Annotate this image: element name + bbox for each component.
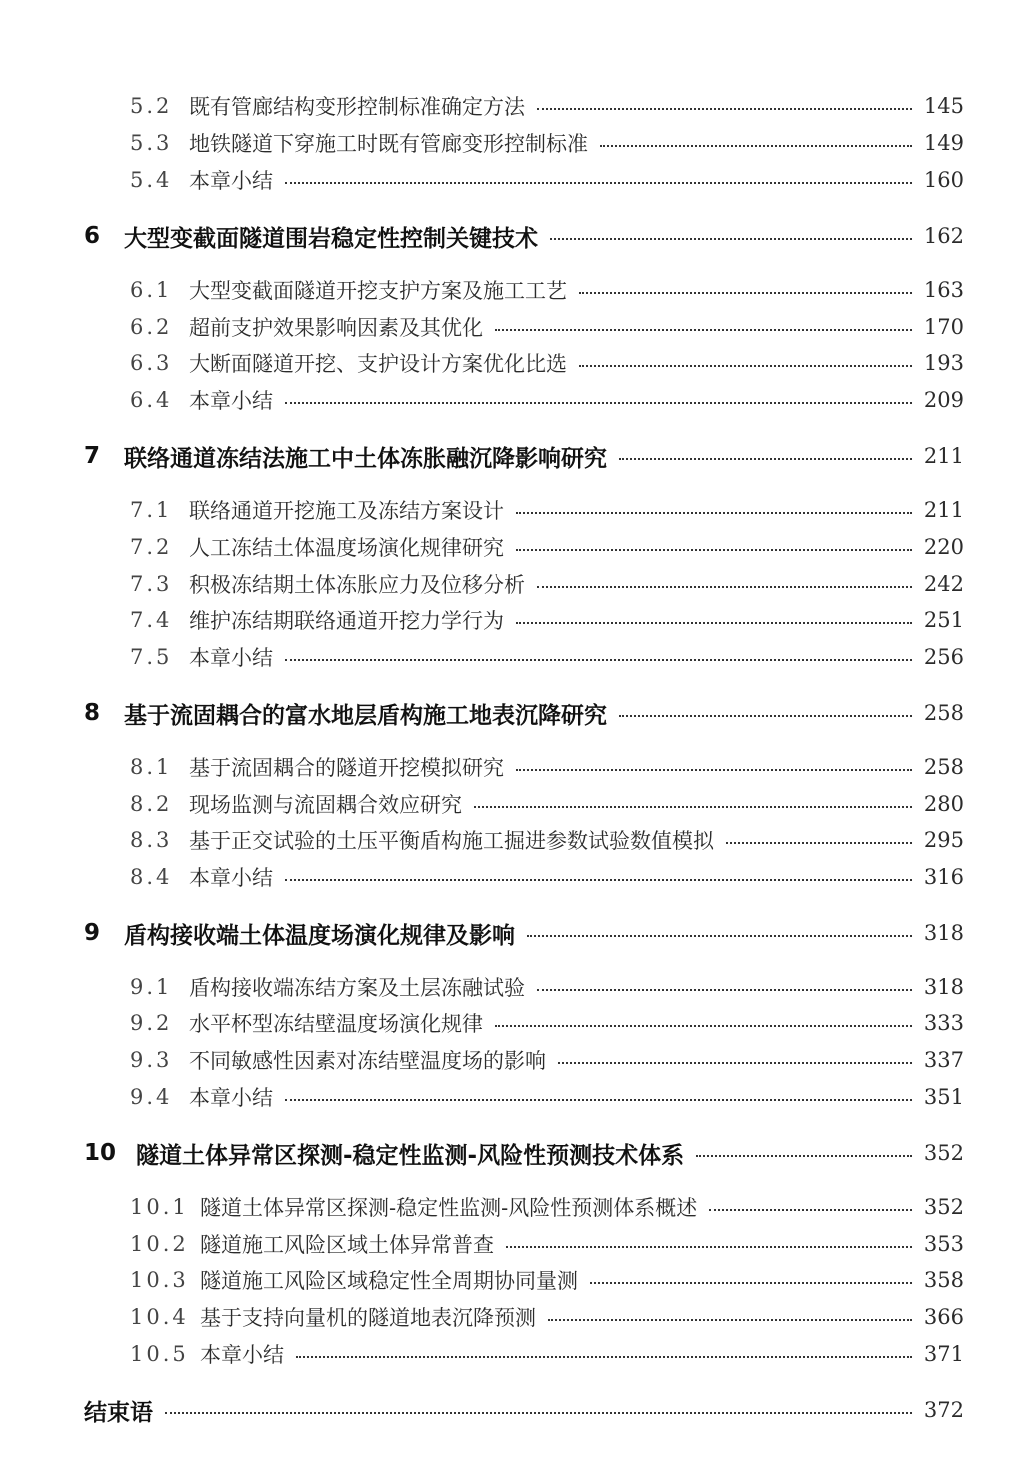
dot-leader: [527, 935, 912, 937]
toc-page-number: 318: [923, 921, 964, 945]
toc-page-number: 353: [923, 1232, 964, 1256]
toc-title: 联络通道冻结法施工中土体冻胀融沉降影响研究: [124, 445, 607, 472]
toc-title: 水平杯型冻结壁温度场演化规律: [189, 1012, 483, 1036]
toc-section-entry[interactable]: [0, 859, 1036, 895]
toc-page-number: 211: [923, 444, 964, 468]
toc-number: 5.4: [130, 168, 173, 192]
toc-title: 既有管廊结构变形控制标准确定方法: [189, 95, 525, 119]
toc-page-number: 256: [923, 645, 964, 669]
toc-section-entry[interactable]: [0, 1079, 1036, 1115]
toc-title: 联络通道开挖施工及冻结方案设计: [189, 499, 504, 523]
toc-section-entry[interactable]: [0, 969, 1036, 1005]
dot-leader: [558, 1062, 912, 1064]
toc-title: 隧道土体异常区探测-稳定性监测-风险性预测技术体系: [136, 1142, 685, 1169]
toc-chapter-entry[interactable]: [0, 1392, 1036, 1428]
dot-leader: [619, 458, 912, 460]
toc-page-number: 351: [923, 1085, 964, 1109]
toc-title: 隧道土体异常区探测-稳定性监测-风险性预测体系概述: [200, 1196, 698, 1220]
toc-title: 基于正交试验的土压平衡盾构施工掘进参数试验数值模拟: [189, 829, 714, 853]
toc-page-number: 149: [923, 131, 964, 155]
toc-title: 现场监测与流固耦合效应研究: [189, 793, 462, 817]
toc-page-number: 258: [923, 701, 964, 725]
toc-number: 7.4: [130, 608, 173, 632]
dot-leader: [474, 806, 912, 808]
toc-page-number: 371: [923, 1342, 964, 1366]
dot-leader: [709, 1209, 912, 1211]
toc-page-number: 242: [923, 572, 964, 596]
toc-section-entry[interactable]: [0, 1299, 1036, 1335]
toc-page-number: 170: [923, 315, 964, 339]
toc-page-number: 352: [923, 1195, 964, 1219]
toc-title: 超前支护效果影响因素及其优化: [189, 316, 483, 340]
toc-title: 基于流固耦合的隧道开挖模拟研究: [189, 756, 504, 780]
dot-leader: [537, 586, 912, 588]
toc-number: 8.2: [130, 792, 173, 816]
toc-title: 本章小结: [189, 389, 273, 413]
toc-title: 维护冻结期联络通道开挖力学行为: [189, 609, 504, 633]
toc-number: 10.5: [130, 1342, 189, 1366]
toc-page-number: 318: [923, 975, 964, 999]
toc-number: 9.2: [130, 1011, 173, 1035]
toc-chapter-entry[interactable]: [0, 1135, 1036, 1171]
toc-title: 不同敏感性因素对冻结壁温度场的影响: [189, 1049, 546, 1073]
dot-leader: [495, 329, 912, 331]
dot-leader: [548, 1319, 912, 1321]
toc-page-number: 145: [923, 94, 964, 118]
toc-number: 9.1: [130, 975, 173, 999]
toc-page-number: 333: [923, 1011, 964, 1035]
toc-title: 基于支持向量机的隧道地表沉降预测: [200, 1306, 536, 1330]
toc-section-entry[interactable]: [0, 822, 1036, 858]
dot-leader: [506, 1246, 912, 1248]
toc-page-number: 372: [923, 1398, 964, 1422]
toc-section-entry[interactable]: [0, 602, 1036, 638]
dot-leader: [619, 715, 912, 717]
toc-page-number: 160: [923, 168, 964, 192]
toc-title: 大型变截面隧道开挖支护方案及施工工艺: [189, 279, 567, 303]
toc-number: 6.1: [130, 278, 173, 302]
toc-number: 8.1: [130, 755, 173, 779]
toc-section-entry[interactable]: [0, 88, 1036, 124]
toc-number: 10: [84, 1140, 117, 1166]
toc-number: 10.4: [130, 1305, 189, 1329]
dot-leader: [285, 402, 912, 404]
toc-title: 结束语: [84, 1399, 153, 1426]
toc-section-entry[interactable]: [0, 345, 1036, 381]
dot-leader: [579, 365, 912, 367]
toc-number: 10.3: [130, 1268, 189, 1292]
toc-section-entry[interactable]: [0, 749, 1036, 785]
toc-title: 积极冻结期土体冻胀应力及位移分析: [189, 573, 525, 597]
toc-chapter-entry[interactable]: [0, 915, 1036, 951]
dot-leader: [495, 1025, 912, 1027]
dot-leader: [726, 842, 912, 844]
toc-number: 8: [84, 700, 101, 726]
toc-number: 9.3: [130, 1048, 173, 1072]
toc-number: 7.3: [130, 572, 173, 596]
dot-leader: [296, 1356, 912, 1358]
toc-title: 本章小结: [200, 1343, 284, 1367]
dot-leader: [537, 108, 912, 110]
dot-leader: [516, 769, 912, 771]
toc-section-entry[interactable]: [0, 639, 1036, 675]
toc-page-number: 162: [923, 224, 964, 248]
toc-number: 6: [84, 223, 101, 249]
toc-page-number: 358: [923, 1268, 964, 1292]
toc-section-entry[interactable]: [0, 1336, 1036, 1372]
toc-number: 6.3: [130, 351, 173, 375]
toc-section-entry[interactable]: [0, 786, 1036, 822]
toc-title: 隧道施工风险区域稳定性全周期协同量测: [200, 1269, 578, 1293]
toc-number: 8.3: [130, 828, 173, 852]
dot-leader: [516, 549, 912, 551]
toc-section-entry[interactable]: [0, 1189, 1036, 1225]
toc-title: 本章小结: [189, 169, 273, 193]
toc-chapter-entry[interactable]: [0, 218, 1036, 254]
toc-section-entry[interactable]: [0, 162, 1036, 198]
toc-title: 大断面隧道开挖、支护设计方案优化比选: [189, 352, 567, 376]
toc-number: 9.4: [130, 1085, 173, 1109]
toc-section-entry[interactable]: [0, 309, 1036, 345]
toc-section-entry[interactable]: [0, 382, 1036, 418]
dot-leader: [516, 512, 912, 514]
toc-page-number: 280: [923, 792, 964, 816]
toc-chapter-entry[interactable]: [0, 438, 1036, 474]
toc-number: 7.1: [130, 498, 173, 522]
toc-number: 7.2: [130, 535, 173, 559]
toc-page-number: 352: [923, 1141, 964, 1165]
toc-section-entry[interactable]: [0, 1042, 1036, 1078]
dot-leader: [600, 145, 912, 147]
toc-title: 本章小结: [189, 1086, 273, 1110]
dot-leader: [579, 292, 912, 294]
toc-title: 盾构接收端冻结方案及土层冻融试验: [189, 976, 525, 1000]
toc-number: 7: [84, 443, 101, 469]
toc-section-entry[interactable]: [0, 272, 1036, 308]
toc-page-number: 163: [923, 278, 964, 302]
toc-number: 5.3: [130, 131, 173, 155]
toc-section-entry[interactable]: [0, 1262, 1036, 1298]
toc-number: 6.4: [130, 388, 173, 412]
toc-title: 基于流固耦合的富水地层盾构施工地表沉降研究: [124, 702, 607, 729]
dot-leader: [590, 1282, 912, 1284]
toc-title: 人工冻结土体温度场演化规律研究: [189, 536, 504, 560]
toc-page-number: 366: [923, 1305, 964, 1329]
dot-leader: [516, 622, 912, 624]
dot-leader: [550, 238, 912, 240]
toc-page-number: 258: [923, 755, 964, 779]
toc-number: 7.5: [130, 645, 173, 669]
toc-section-entry[interactable]: [0, 125, 1036, 161]
toc-number: 6.2: [130, 315, 173, 339]
toc-page-number: 251: [923, 608, 964, 632]
toc-title: 大型变截面隧道围岩稳定性控制关键技术: [124, 225, 538, 252]
dot-leader: [537, 989, 912, 991]
toc-page-number: 209: [923, 388, 964, 412]
toc-section-entry[interactable]: [0, 492, 1036, 528]
dot-leader: [285, 879, 912, 881]
toc-title: 地铁隧道下穿施工时既有管廊变形控制标准: [189, 132, 588, 156]
toc-title: 隧道施工风险区域土体异常普查: [200, 1233, 494, 1257]
toc-title: 本章小结: [189, 646, 273, 670]
dot-leader: [285, 1099, 912, 1101]
toc-title: 本章小结: [189, 866, 273, 890]
toc-section-entry[interactable]: [0, 1005, 1036, 1041]
toc-chapter-entry[interactable]: [0, 695, 1036, 731]
toc-number: 8.4: [130, 865, 173, 889]
dot-leader: [285, 659, 912, 661]
toc-page-number: 316: [923, 865, 964, 889]
toc-number: 10.1: [130, 1195, 189, 1219]
dot-leader: [285, 182, 912, 184]
toc-section-entry[interactable]: [0, 529, 1036, 565]
toc-page-number: 337: [923, 1048, 964, 1072]
toc-page-number: 193: [923, 351, 964, 375]
toc-number: 10.2: [130, 1232, 189, 1256]
toc-title: 盾构接收端土体温度场演化规律及影响: [124, 922, 515, 949]
toc-number: 5.2: [130, 94, 173, 118]
toc-page-number: 295: [923, 828, 964, 852]
dot-leader: [696, 1155, 912, 1157]
toc-number: 9: [84, 920, 101, 946]
toc-section-entry[interactable]: [0, 566, 1036, 602]
dot-leader: [165, 1412, 912, 1414]
toc-page-number: 211: [923, 498, 964, 522]
toc-page-number: 220: [923, 535, 964, 559]
toc-section-entry[interactable]: [0, 1226, 1036, 1262]
